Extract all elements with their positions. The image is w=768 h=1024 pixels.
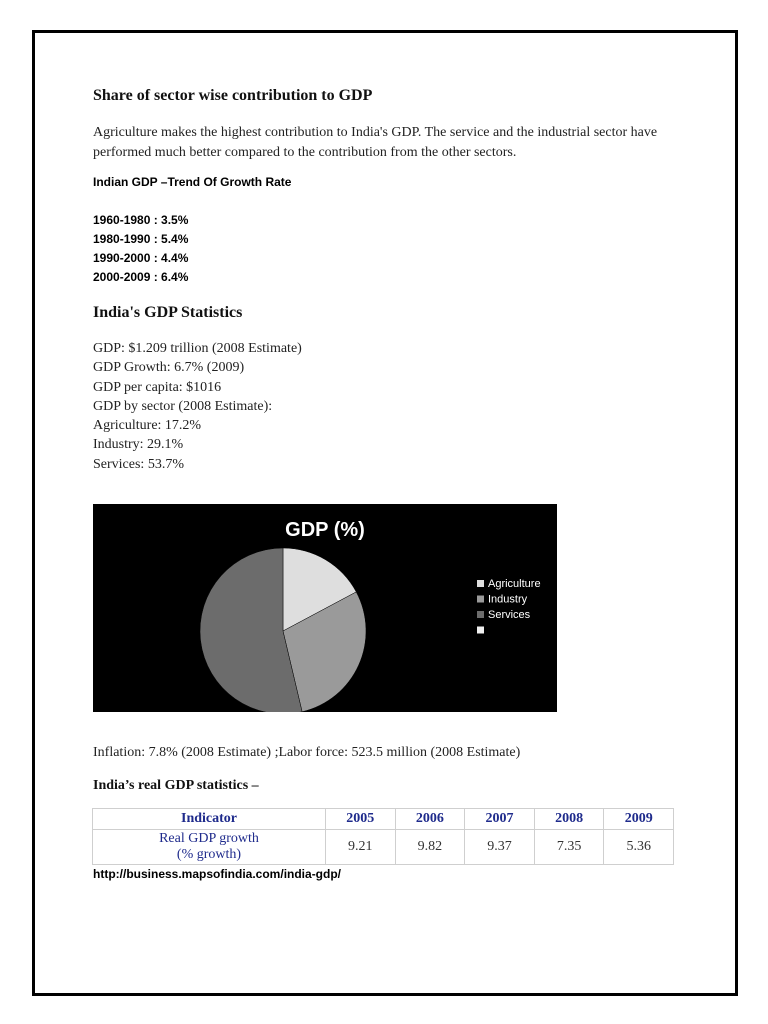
legend-label: Industry	[488, 593, 528, 606]
legend-swatch	[477, 611, 484, 618]
stat-services: Services: 53.7%	[93, 456, 184, 472]
table-cell: 9.21	[326, 830, 396, 865]
heading-gdp-statistics: India's GDP Statistics	[93, 304, 243, 321]
legend-label: Services	[488, 609, 531, 621]
header-year: 2007	[465, 809, 535, 830]
inflation-labor-line: Inflation: 7.8% (2008 Estimate) ;Labor force: 523.5 million (2008 Estimate)	[93, 745, 521, 760]
row-label-line2: (% growth)	[176, 847, 242, 862]
legend-swatch	[477, 627, 484, 634]
trend-item: 2000-2009 : 6.4%	[93, 270, 189, 284]
table-cell: 9.37	[465, 830, 535, 865]
table-cell: 9.82	[395, 830, 465, 865]
stat-industry: Industry: 29.1%	[93, 437, 184, 453]
heading-real-gdp: India’s real GDP statistics –	[93, 778, 259, 793]
legend-swatch	[477, 596, 484, 603]
table-cell: 7.35	[534, 830, 604, 865]
stat-per-capita: GDP per capita: $1016	[93, 379, 222, 395]
stat-by-sector: GDP by sector (2008 Estimate):	[93, 398, 273, 414]
header-indicator: Indicator	[93, 809, 326, 830]
gdp-statistics-list	[93, 339, 302, 474]
chart-legend	[477, 578, 541, 634]
header-year: 2005	[326, 809, 396, 830]
stat-gdp: GDP: $1.209 trillion (2008 Estimate)	[93, 341, 302, 356]
stat-agriculture: Agriculture: 17.2%	[93, 418, 202, 434]
table-cell: 5.36	[604, 830, 674, 865]
pie-chart-svg	[93, 504, 557, 712]
row-label	[93, 830, 326, 865]
trend-item: 1990-2000 : 4.4%	[93, 251, 189, 265]
real-gdp-table	[92, 808, 674, 865]
pie-slices	[200, 548, 366, 712]
source-link[interactable]: http://business.mapsofindia.com/india-gdp/	[93, 867, 342, 881]
row-label-line1: Real GDP growth	[159, 831, 259, 846]
trend-item: 1980-1990 : 5.4%	[93, 232, 189, 246]
heading-sector-contribution: Share of sector wise contribution to GDP	[93, 87, 373, 104]
table-header-row	[93, 809, 674, 830]
legend-label: Agriculture	[488, 578, 541, 590]
stat-growth: GDP Growth: 6.7% (2009)	[93, 360, 245, 376]
header-year: 2008	[534, 809, 604, 830]
legend-swatch	[477, 580, 484, 587]
table-row	[93, 830, 674, 865]
chart-title: GDP (%)	[285, 519, 365, 541]
gdp-pie-chart	[93, 504, 557, 712]
intro-paragraph: Agriculture makes the highest contribution to India's GDP. The service and the industrial sector have performed much better compared to the contribution from the other sectors.	[93, 125, 658, 160]
header-year: 2006	[395, 809, 465, 830]
trend-title: Indian GDP –Trend Of Growth Rate	[93, 175, 292, 189]
trend-list	[93, 211, 188, 287]
trend-item: 1960-1980 : 3.5%	[93, 213, 189, 227]
header-year: 2009	[604, 809, 674, 830]
